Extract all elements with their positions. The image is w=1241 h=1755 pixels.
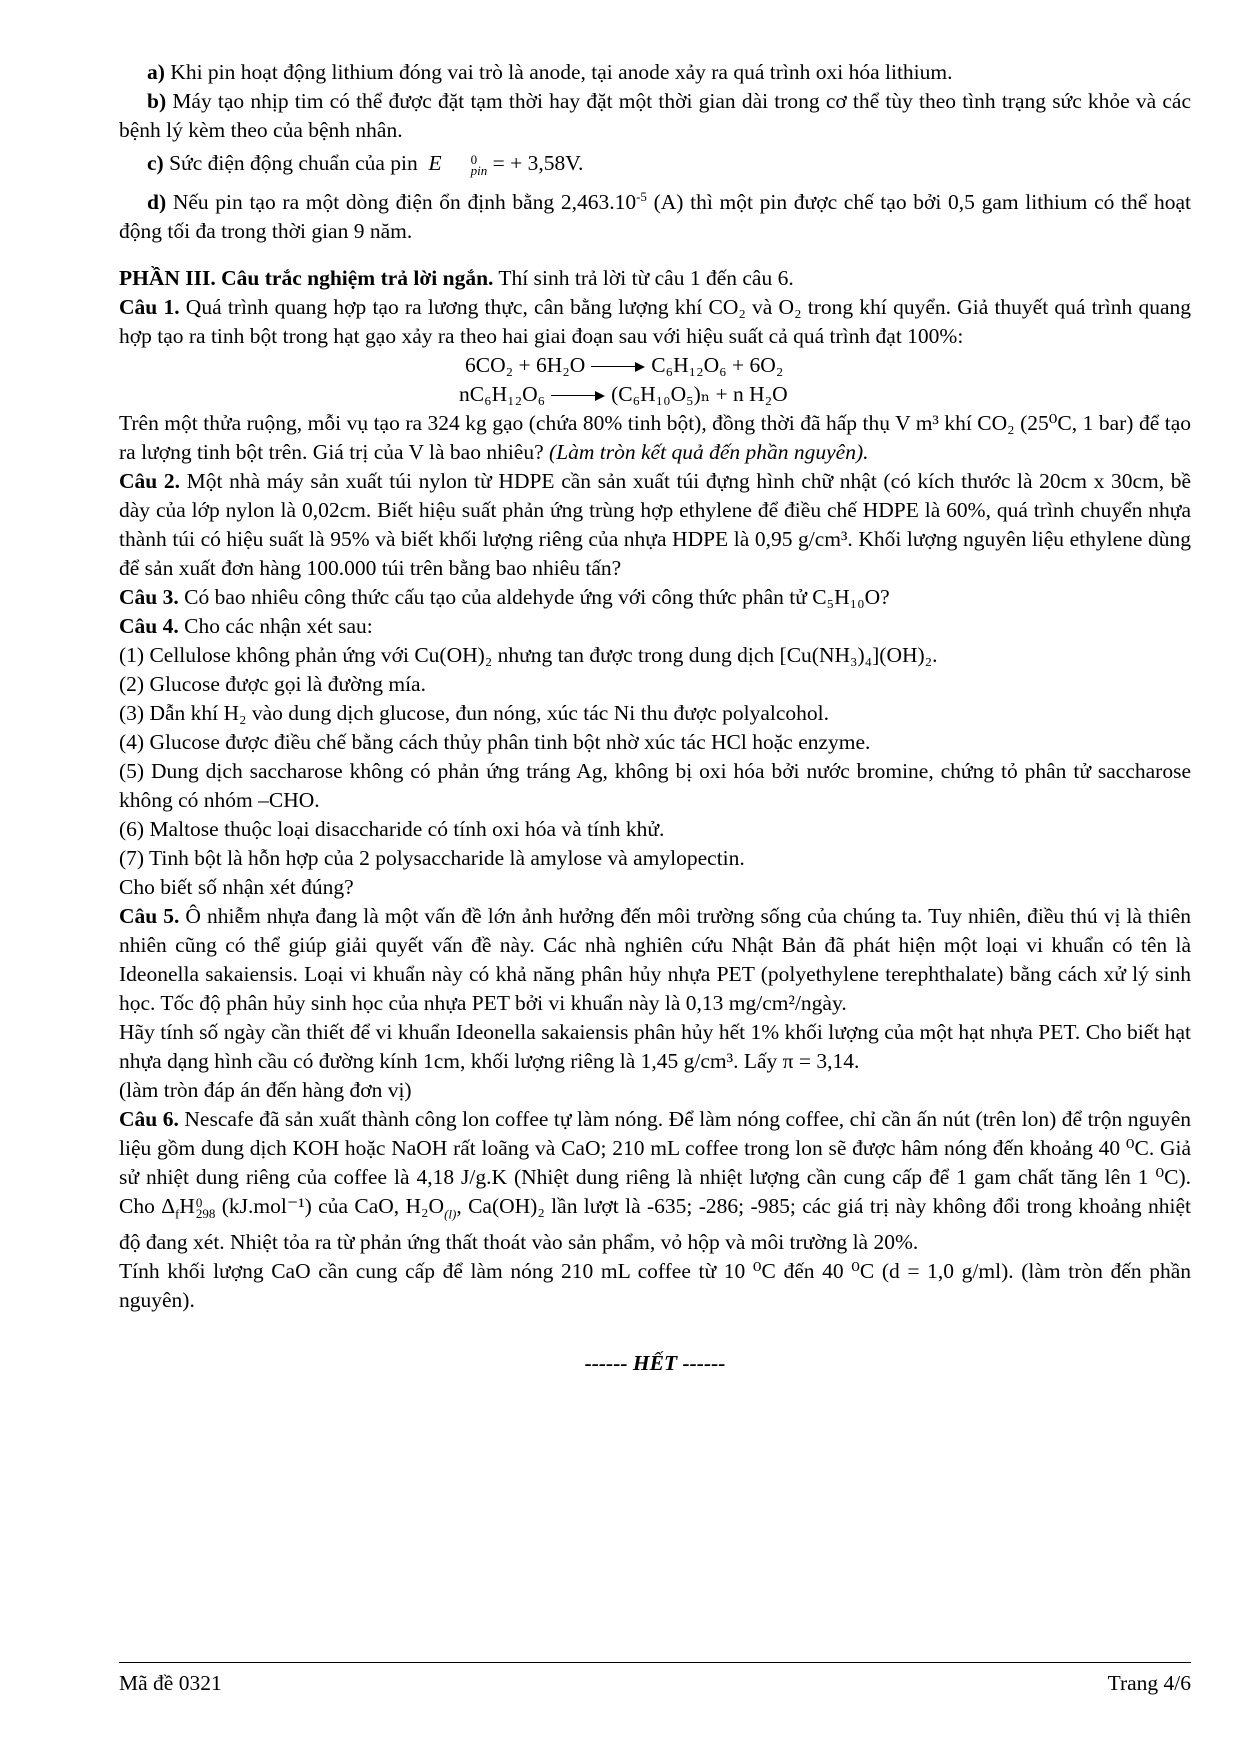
list-item: (4) Glucose được điều chế bằng cách thủy phân tinh bột nhờ xúc tác HCl hoặc enzyme. [119, 730, 871, 755]
emf-symbol: E [428, 151, 442, 175]
equation-1: 6CO₂ + 6H₂O C₆H₁₂O₆ + 6O₂ [465, 353, 784, 378]
question-4-closing: Cho biết số nhận xét đúng? [119, 875, 354, 900]
list-item: (2) Glucose được gọi là đường mía. [119, 672, 426, 697]
question-3: Câu 3. Có bao nhiêu công thức cấu tạo của aldehyde ứng với công thức phân tử C₅H₁₀O? [119, 585, 890, 610]
arrow-icon [591, 362, 645, 372]
question-6-body: Tính khối lượng CaO cần cung cấp để làm nóng 210 mL coffee từ 10 ⁰C đến 40 ⁰C (d = 1,0 g/ml). (làm tròn đến phần nguyên). [119, 1259, 1191, 1313]
equation-2: nC₆H₁₂O₆ (C₆H₁₀O₅)ₙ + n H₂O [459, 382, 788, 407]
list-item: (1) Cellulose không phản ứng với Cu(OH)₂ nhưng tan được trong dung dịch [Cu(NH₃)₄](OH)₂. [119, 643, 938, 668]
page-number: Trang 4/6 [1107, 1671, 1191, 1695]
list-item: (6) Maltose thuộc loại disaccharide có tính oxi hóa và tính khử. [119, 817, 665, 842]
question-4: Câu 4. Cho các nhận xét sau: [119, 614, 373, 639]
list-item: (5) Dung dịch saccharose không có phản ứng tráng Ag, không bị oxi hóa bởi nước bromine, chứng tỏ phân tử saccharose không có nhóm –CHO. [119, 759, 1191, 813]
question-5: Câu 5. Ô nhiễm nhựa đang là một vấn đề lớn ảnh hưởng đến môi trường sống của chúng ta. Tuy nhiên, điều thú vị là thiên nhiên cũng có thể giúp giải quyết vấn đề này. Các nhà nghiên cứu Nhật Bản đã phát hiện một loại vi khuẩn có tên là Ideonella sakaiensis. Loại vi khuẩn này có khả năng phân hủy nhựa PET (polyethylene terephthalate) bằng cách xử lý sinh học. Tốc độ phân hủy sinh học của nhựa PET bởi vi khuẩn này là 0,13 mg/cm²/ngày. [119, 904, 1191, 1016]
item-a: a) Khi pin hoạt động lithium đóng vai trò là anode, tại anode xảy ra quá trình oxi hóa lithium. [147, 60, 953, 84]
question-1-body: Trên một thửa ruộng, mỗi vụ tạo ra 324 kg gạo (chứa 80% tinh bột), đồng thời đã hấp thụ V m³ khí CO₂ (25⁰C, 1 bar) để tạo ra lượng tinh bột trên. Giá trị của V là bao nhiêu? (Làm tròn kết quả đến phần nguyên). [119, 411, 1191, 465]
list-item: (3) Dẫn khí H₂ vào dung dịch glucose, đun nóng, xúc tác Ni thu được polyalcohol. [119, 701, 830, 726]
end-mark: ------ HẾT ------ [584, 1351, 726, 1376]
question-5-note: (làm tròn đáp án đến hàng đơn vị) [119, 1078, 412, 1103]
part3-heading: PHẦN III. Câu trắc nghiệm trả lời ngắn. Thí sinh trả lời từ câu 1 đến câu 6. [119, 266, 794, 291]
question-2: Câu 2. Một nhà máy sản xuất túi nylon từ HDPE cần sản xuất túi đựng hình chữ nhật (có kích thước là 20cm x 30cm, bề dày của lớp nylon là 0,02cm. Biết hiệu suất phản ứng trùng hợp ethylene để điều chế HDPE là 60%, quá trình chuyển nhựa thành túi có hiệu suất là 95% và biết khối lượng riêng của nhựa HDPE là 0,95 g/cm³. Khối lượng nguyên liệu ethylene dùng để sản xuất đơn hàng 100.000 túi trên bằng bao nhiêu tấn? [119, 469, 1191, 581]
page-footer [119, 1662, 1191, 1698]
item-c: c) Sức điện động chuẩn của pin E 0 pin = + 3,58V. [147, 151, 584, 179]
list-item: (7) Tinh bột là hỗn hợp của 2 polysaccharide là amylose và amylopectin. [119, 846, 745, 871]
question-5-body: Hãy tính số ngày cần thiết để vi khuẩn Ideonella sakaiensis phân hủy hết 1% khối lượng của một hạt nhựa PET. Cho biết hạt nhựa dạng hình cầu có đường kính 1cm, khối lượng riêng là 1,45 g/cm³. Lấy π = 3,14. [119, 1020, 1191, 1074]
question-6: Câu 6. Nescafe đã sản xuất thành công lon coffee tự làm nóng. Để làm nóng coffee, chỉ cần ấn nút (trên lon) để trộn nguyên liệu gồm dung dịch KOH hoặc NaOH rất loãng và CaO; 210 mL coffee trong lon sẽ được hâm nóng đến khoảng 40 ⁰C. Giả sử nhiệt dung riêng của coffee là 4,18 J/g.K (Nhiệt dung riêng là nhiệt lượng cần cung cấp để 1 gam chất tăng lên 1 ⁰C). Cho $\Delta_fH$ 0 298 (kJ.mol⁻¹) của CaO, $H_2O_{(l)}$, Ca(OH)₂ lần lượt là -635; -286; -985; các giá trị này không đổi trong khoảng nhiệt độ đang xét. Nhiệt tỏa ra từ phản ứng thất thoát vào sản phẩm, vỏ hộp và môi trường là 20%. [119, 1107, 1192, 1255]
question-1: Câu 1. Quá trình quang hợp tạo ra lương thực, cân bằng lượng khí CO₂ và O₂ trong khí quyển. Giả thuyết quá trình quang hợp tạo ra tinh bột trong hạt gạo xảy ra theo hai giai đoạn sau với hiệu suất cả quá trình đạt 100%: [119, 295, 1192, 349]
exam-page [119, 58, 1191, 1378]
item-d: d) Nếu pin tạo ra một dòng điện ổn định bằng $2,463.10^{-5}$ (A) thì một pin được chế tạo bởi 0,5 gam lithium có thể hoạt động tối đa trong thời gian 9 năm. [119, 189, 1191, 244]
item-b: b) Máy tạo nhịp tim có thể được đặt tạm thời hay đặt một thời gian dài trong cơ thể tùy theo tình trạng sức khỏe và các bệnh lý kèm theo của bệnh nhân. [119, 89, 1192, 142]
enthalpy-symbol: $\Delta_fH$ 0 298 [161, 1194, 216, 1222]
arrow-icon [551, 391, 605, 401]
exam-code: Mã đề 0321 [119, 1671, 222, 1695]
